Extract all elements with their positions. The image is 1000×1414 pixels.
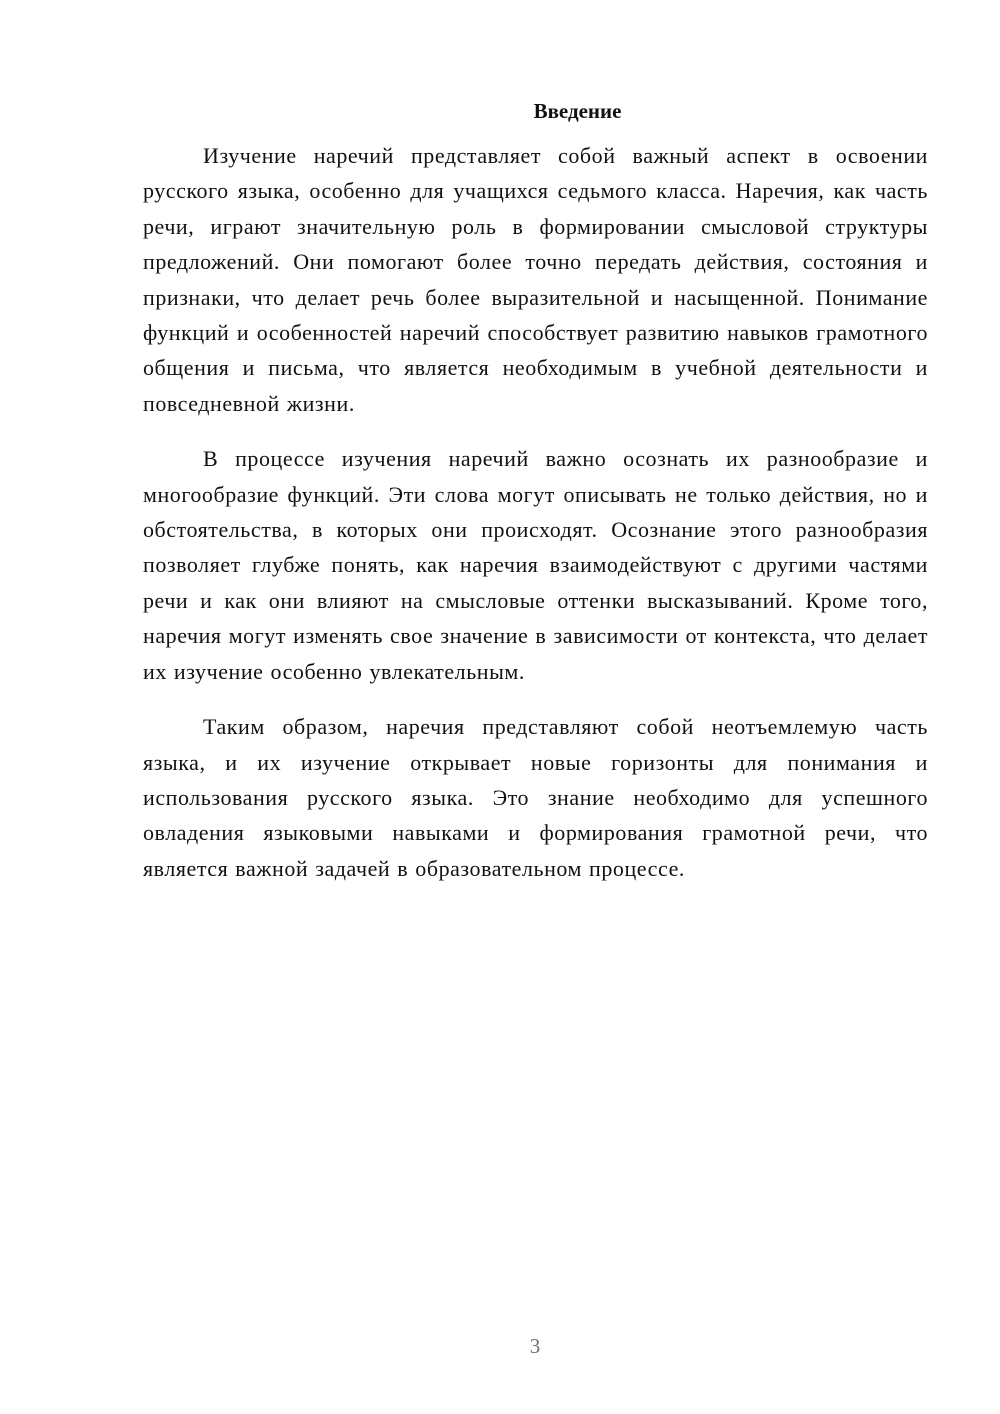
paragraph-1: Изучение наречий представляет собой важный аспект в освоении русского языка, особенно для учащихся седьмого класса. Наречия, как часть речи, играют значительную роль в формировании смысловой структуры предложений. Они помогают более точно передать действия, состояния и признаки, что делает речь более выразительной и насыщенной. Понимание функций и особенностей наречий способствует развитию навыков грамотного общения и письма, что является необходимым в учебной деятельности и повседневной жизни. bbox=[143, 143, 928, 416]
page-number: 3 bbox=[529, 1334, 541, 1358]
section-heading: Введение bbox=[533, 99, 622, 123]
paragraph-2: В процессе изучения наречий важно осознать их разнообразие и многообразие функций. Эти слова могут описывать не только действия, но и обстоятельства, в которых они происходят. Осознание этого разнообразия позволяет глубже понять, как наречия взаимодействуют с другими частями речи и как они влияют на смысловые оттенки высказываний. Кроме того, наречия могут изменять свое значение в зависимости от контекста, что делает их изучение особенно увлекательным. bbox=[143, 446, 928, 684]
page-content bbox=[143, 97, 928, 886]
paragraph-3: Таким образом, наречия представляют собой неотъемлемую часть языка, и их изучение открывает новые горизонты для понимания и использования русского языка. Это знание необходимо для успешного овладения языковыми навыками и формирования грамотной речи, что является важной задачей в образовательном процессе. bbox=[143, 714, 928, 881]
